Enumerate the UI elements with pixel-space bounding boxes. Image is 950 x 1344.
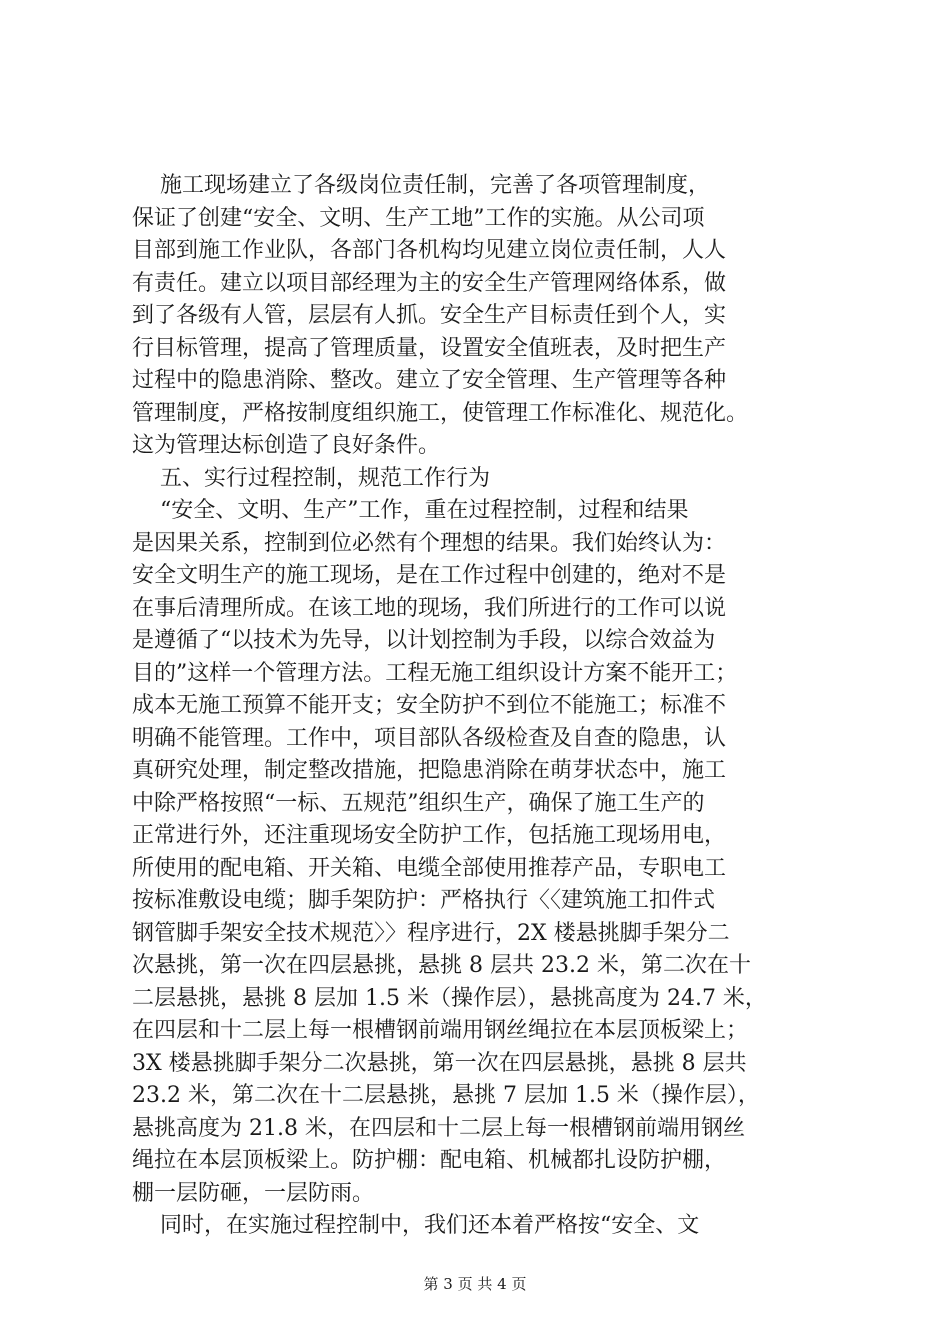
text-line: 行目标管理，提高了管理质量，设置安全值班表，及时把生产 <box>132 335 727 361</box>
text-line: 所使用的配电箱、开关箱、电缆全部使用推荐产品，专职电工 <box>132 855 727 881</box>
text-line: 正常进行外，还注重现场安全防护工作，包括施工现场用电， <box>132 823 727 848</box>
text-line: 到了各级有人管，层层有人抓。安全生产目标责任到个人，实 <box>132 303 727 328</box>
text-line: 安全文明生产的施工现场，是在工作过程中创建的，绝对不是 <box>132 563 727 588</box>
text-line: 3X 楼悬挑脚手架分二次悬挑，第一次在四层悬挑，悬挑 8 层共 <box>132 1050 747 1076</box>
text-line: 管理制度，严格按制度组织施工，使管理工作标准化、规范化。 <box>132 400 749 426</box>
text-line: 是遵循了“以技术为先导，以计划控制为手段，以综合效益为 <box>132 628 716 653</box>
text-line: 中除严格按照“一标、五规范”组织生产，确保了施工生产的 <box>132 790 705 816</box>
text-line: 次悬挑，第一次在四层悬挑，悬挑 8 层共 23.2 米，第二次在十 <box>132 953 751 978</box>
text-line: 在四层和十二层上每一根槽钢前端用钢丝绳拉在本层顶板梁上； <box>132 1018 749 1043</box>
text-line: “安全、文明、生产”工作，重在过程控制，过程和结果 <box>132 498 689 523</box>
text-line: 二层悬挑，悬挑 8 层加 1.5 米（操作层），悬挑高度为 24.7 米， <box>132 985 767 1011</box>
text-line: 施工现场建立了各级岗位责任制，完善了各项管理制度， <box>132 173 710 198</box>
text-line: 真研究处理，制定整改措施，把隐患消除在萌芽状态中，施工 <box>132 758 727 783</box>
text-line: 明确不能管理。工作中，项目部队各级检查及自查的隐患，认 <box>132 725 727 751</box>
text-line: 成本无施工预算不能开支；安全防护不到位不能施工；标准不 <box>132 693 727 718</box>
text-line: 保证了创建“安全、文明、生产工地”工作的实施。从公司项 <box>132 205 705 231</box>
text-line: 有责任。建立以项目部经理为主的安全生产管理网络体系，做 <box>132 270 727 296</box>
text-line: 这为管理达标创造了良好条件。 <box>132 433 441 458</box>
body-text <box>132 170 832 1243</box>
text-line: 过程中的隐患消除、整改。建立了安全管理、生产管理等各种 <box>132 368 727 393</box>
text-line: 目部到施工作业队，各部门各机构均见建立岗位责任制，人人 <box>132 238 727 263</box>
text-line: 钢管脚手架安全技术规范〉〉程序进行，2X 楼悬挑脚手架分二 <box>132 920 730 946</box>
text-line: 绳拉在本层顶板梁上。防护棚：配电箱、机械都扎设防护棚， <box>132 1148 727 1173</box>
text-line: 按标准敷设电缆；脚手架防护：严格执行〈〈建筑施工扣件式 <box>132 888 716 913</box>
text-line: 棚一层防砸，一层防雨。 <box>132 1180 375 1206</box>
text-line: 目的”这样一个管理方法。工程无施工组织设计方案不能开工； <box>132 660 738 686</box>
text-line: 23.2 米，第二次在十二层悬挑，悬挑 7 层加 1.5 米（操作层）， <box>132 1083 760 1108</box>
text-line: 同时，在实施过程控制中，我们还本着严格按“安全、文 <box>132 1213 700 1238</box>
text-line: 悬挑高度为 21.8 米，在四层和十二层上每一根槽钢前端用钢丝 <box>132 1115 745 1141</box>
text-line: 在事后清理所成。在该工地的现场，我们所进行的工作可以说 <box>132 595 727 621</box>
section-heading: 五、实行过程控制，规范工作行为 <box>132 465 490 491</box>
text-line: 是因果关系，控制到位必然有个理想的结果。我们始终认为： <box>132 530 727 556</box>
page-number-footer: 第 3 页 共 4 页 <box>423 1275 527 1293</box>
